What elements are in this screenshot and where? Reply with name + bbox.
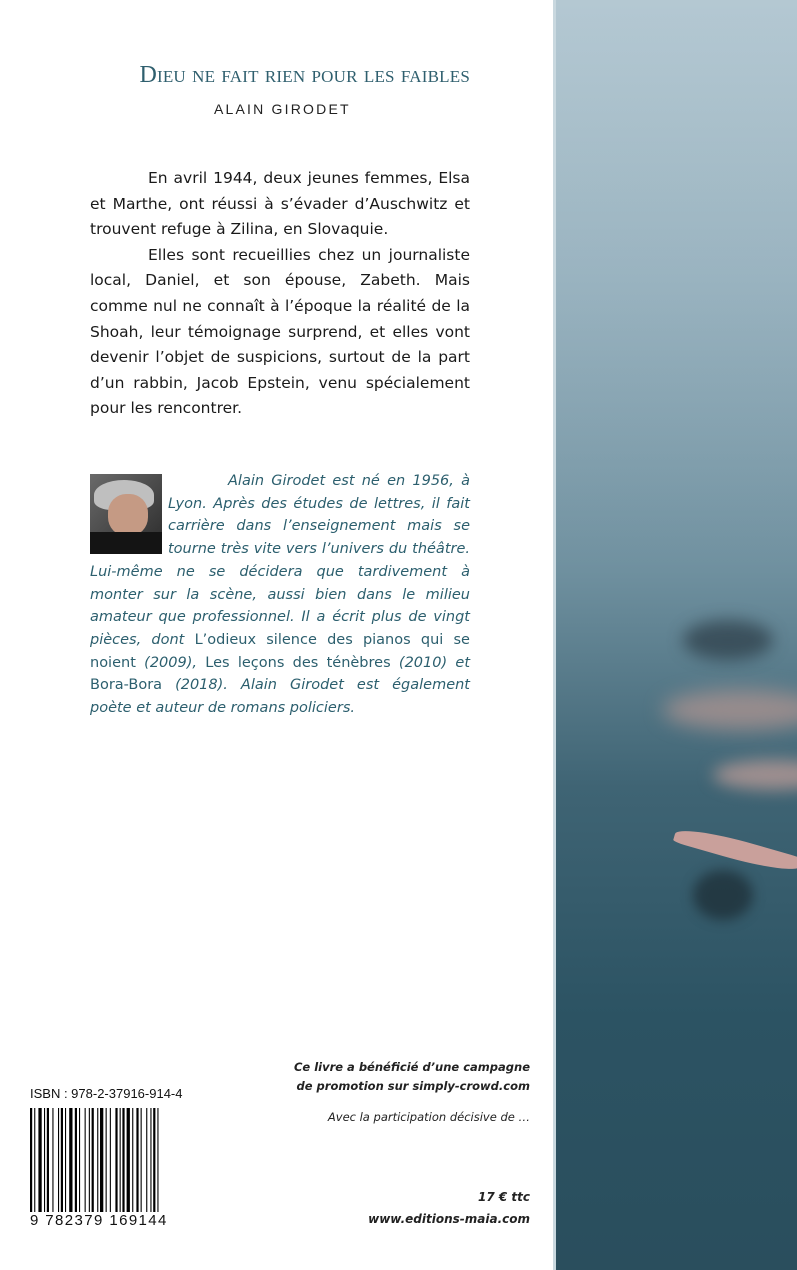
barcode-bar [132, 1108, 133, 1212]
barcode-bar [110, 1108, 111, 1212]
campaign-line: Ce livre a bénéficié d’une campagne [293, 1060, 530, 1074]
barcode-bar [61, 1108, 63, 1212]
barcode-bar [153, 1108, 155, 1212]
summary-paragraph: Elles sont recueillies chez un journaliste local, Daniel, et son épouse, Zabeth. Mais comme nul ne connaît à l’époque la réalité de la Shoah, leur témoignage surprend, et elles vont devenir l’objet de suspicions, surtout de la part d’un rabbin, Jacob Epstein, venu spécialement pour les rencontrer. [90, 245, 470, 418]
barcode-bar [75, 1108, 77, 1212]
barcode-bar [136, 1108, 138, 1212]
barcode-bar [97, 1108, 98, 1212]
campaign-note [290, 1058, 530, 1096]
barcode-bar [115, 1108, 117, 1212]
author-bio [90, 470, 470, 720]
floating-leaf [673, 822, 797, 877]
barcode-bar [47, 1108, 49, 1212]
barcode-bar [65, 1108, 66, 1212]
barcode-bar [44, 1108, 45, 1212]
isbn-label: ISBN : 978-2-37916-914-4 [30, 1086, 183, 1101]
barcode-bar [89, 1108, 90, 1212]
photo-blur [713, 760, 797, 790]
barcode-bar [106, 1108, 107, 1212]
barcode-bar [69, 1108, 72, 1212]
barcode-bar [157, 1108, 158, 1212]
photo-mist [553, 0, 797, 572]
leaf-shadow [693, 870, 753, 920]
barcode-bar [38, 1108, 41, 1212]
barcode-bar [30, 1108, 32, 1212]
bio-text: Alain Girodet est né en 1956, à Lyon. Après des études de lettres, il fait carrière dans l’enseignement mais se tourne très vite vers l’univers du théâtre. Lui-même ne se décidera que tardivement à monter sur la scène, aussi bien dans le milieu amateur que professionnel. Il a écrit plus de vingt pièces, dont [90, 473, 470, 648]
publisher-website: www.editions-maia.com [368, 1212, 530, 1226]
photo-blur [663, 690, 797, 730]
bio-work-title: Les leçons des ténèbres [205, 654, 391, 671]
barcode-bar [122, 1108, 124, 1212]
barcode-bar [141, 1108, 142, 1212]
barcode-bar [52, 1108, 53, 1212]
book-summary [90, 166, 470, 422]
cover-photo [553, 0, 797, 1270]
participation-note: Avec la participation décisive de … [327, 1110, 530, 1124]
barcode-bar [120, 1108, 121, 1212]
bio-text: (2018). Alain Girodet est également poète et auteur de romans policiers. [90, 677, 470, 717]
barcode-bar [146, 1108, 147, 1212]
book-author: ALAIN GIRODET [214, 101, 351, 117]
barcode-bar [85, 1108, 86, 1212]
barcode-bar [79, 1108, 80, 1212]
barcode-bar [58, 1108, 59, 1212]
barcode-bar [100, 1108, 103, 1212]
summary-paragraph: En avril 1944, deux jeunes femmes, Elsa et Marthe, ont réussi à s’évader d’Auschwitz et trouvent refuge à Zilina, en Slovaquie. [90, 169, 470, 239]
price: 17 € ttc [478, 1190, 530, 1204]
bio-work-title: Bora-Bora [90, 677, 163, 694]
barcode-bar [34, 1108, 35, 1212]
bio-work-title: L’odieux silence des pianos qui se noient [90, 631, 470, 671]
barcode-bar [92, 1108, 94, 1212]
barcode-bar [127, 1108, 130, 1212]
bio-text: (2010) et [390, 654, 471, 671]
book-title: Dieu ne fait rien pour les faibles [139, 62, 470, 88]
photo-blur [683, 620, 773, 660]
barcode-digits: 9 782379 169144 [30, 1212, 168, 1229]
bio-text: (2009), [135, 654, 206, 671]
photo-edge [553, 0, 556, 1270]
portrait-spacer [90, 470, 168, 548]
campaign-line: de promotion sur simply-crowd.com [296, 1079, 530, 1093]
barcode-bar [150, 1108, 151, 1212]
